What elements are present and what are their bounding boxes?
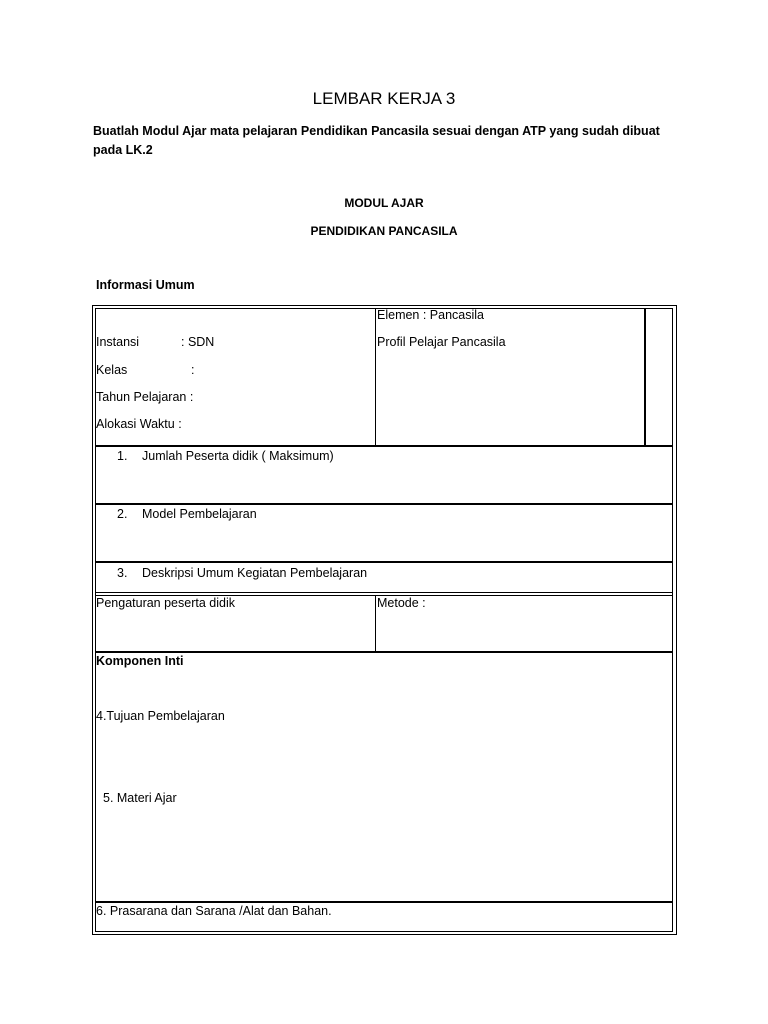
heading-subject: PENDIDIKAN PANCASILA <box>310 224 458 238</box>
instansi-label: Instansi <box>96 335 140 349</box>
komponen-inti-heading: Komponen Inti <box>96 654 184 668</box>
heading-modul-ajar: MODUL AJAR <box>344 196 424 210</box>
pengaturan-peserta-label: Pengaturan peserta didik <box>96 596 235 610</box>
page-title: LEMBAR KERJA 3 <box>312 89 456 108</box>
instansi-value: : SDN <box>181 335 215 349</box>
materi-ajar-label: 5. Materi Ajar <box>103 791 177 805</box>
tujuan-pembelajaran-label: 4.Tujuan Pembelajaran <box>96 709 225 723</box>
elemen-field: Elemen : Pancasila <box>377 308 485 322</box>
tahun-pelajaran-label: Tahun Pelajaran : <box>96 390 194 404</box>
item-number: 3. <box>117 566 128 580</box>
deskripsi-kegiatan-label: Deskripsi Umum Kegiatan Pembelajaran <box>142 566 368 580</box>
item-number: 2. <box>117 507 128 521</box>
metode-label: Metode : <box>377 596 426 610</box>
profil-pelajar-field: Profil Pelajar Pancasila <box>377 335 506 349</box>
alokasi-waktu-label: Alokasi Waktu : <box>96 417 182 431</box>
item-number: 1. <box>117 449 128 463</box>
kelas-value: : <box>191 363 195 377</box>
instruction-text: Buatlah Modul Ajar mata pelajaran Pendidikan Pancasila sesuai dengan ATP yang sudah dibuat pada LK.2 <box>93 124 660 157</box>
model-pembelajaran-label: Model Pembelajaran <box>142 507 257 521</box>
jumlah-peserta-label: Jumlah Peserta didik ( Maksimum) <box>142 449 334 463</box>
prasarana-label: 6. Prasarana dan Sarana /Alat dan Bahan. <box>96 904 332 918</box>
section-informasi-umum: Informasi Umum <box>96 278 195 292</box>
kelas-label: Kelas <box>96 363 128 377</box>
